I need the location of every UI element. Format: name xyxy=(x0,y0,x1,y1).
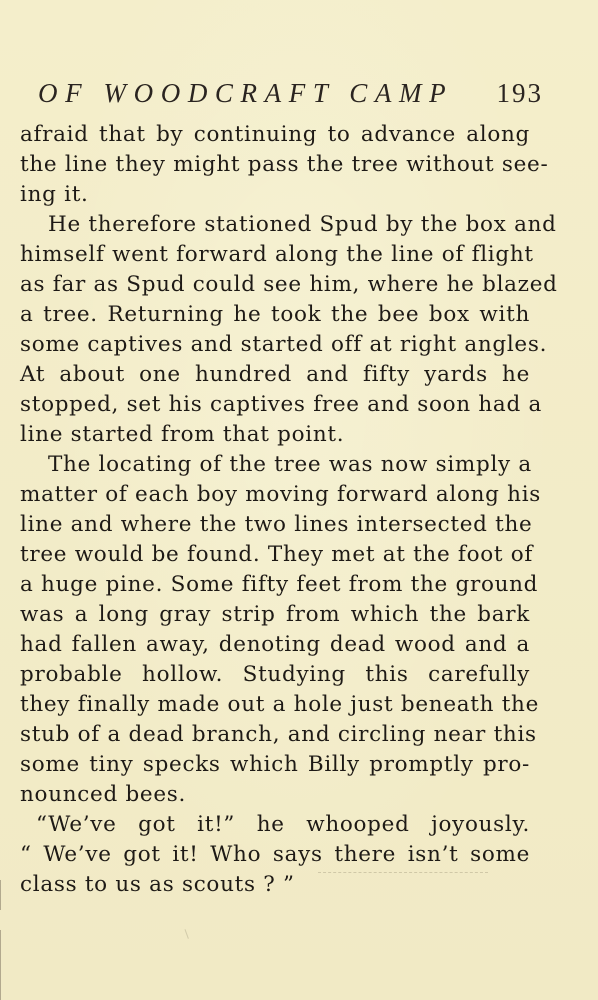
text-line: class to us as scouts ? ” xyxy=(20,872,295,897)
text-line: some tiny specks which Billy promptly pro- xyxy=(20,752,530,777)
text-line: they finally made out a hole just beneath the xyxy=(20,692,540,717)
text-line: ing it. xyxy=(20,182,89,207)
text-line: line started from that point. xyxy=(20,422,345,447)
paragraph-first-line: He therefore stationed Spud by the box and xyxy=(48,212,557,237)
text-line: probable hollow. Studying this carefully xyxy=(20,662,530,687)
gutter-mark xyxy=(0,880,1,910)
text-line: line and where the two lines intersected the xyxy=(20,512,533,537)
text-line: At about one hundred and fifty yards he xyxy=(20,362,530,387)
text-line: had fallen away, denoting dead wood and a xyxy=(20,632,530,657)
text-line: the line they might pass the tree without see- xyxy=(20,152,549,177)
page-header xyxy=(38,78,543,116)
text-line: some captives and started off at right angles. xyxy=(20,332,548,357)
text-line: as far as Spud could see him, where he blazed xyxy=(20,272,558,297)
paragraph-first-line: “We’ve got it!” he whooped joyously. xyxy=(36,812,530,837)
text-line: afraid that by continuing to advance along xyxy=(20,122,530,147)
faint-rule xyxy=(318,872,488,873)
text-line: was a long gray strip from which the bark xyxy=(20,602,530,627)
text-line: “ We’ve got it! Who says there isn’t some xyxy=(20,842,530,867)
paragraph-first-line: The locating of the tree was now simply a xyxy=(48,452,532,477)
text-line: a huge pine. Some fifty feet from the ground xyxy=(20,572,539,597)
page-number: 193 xyxy=(496,78,543,108)
running-title: OF WOODCRAFT CAMP xyxy=(38,78,454,108)
text-line: stub of a dead branch, and circling near this xyxy=(20,722,537,747)
text-line: himself went forward along the line of flight xyxy=(20,242,534,267)
text-line: stopped, set his captives free and soon had a xyxy=(20,392,542,417)
body-text xyxy=(20,120,558,897)
text-line: tree would be found. They met at the foot of xyxy=(20,542,534,567)
text-line: nounced bees. xyxy=(20,782,187,807)
text-line: matter of each boy moving forward along his xyxy=(20,482,542,507)
text-line: a tree. Returning he took the bee box with xyxy=(20,302,530,327)
paper-speck xyxy=(185,927,195,939)
gutter-mark xyxy=(0,930,1,1000)
